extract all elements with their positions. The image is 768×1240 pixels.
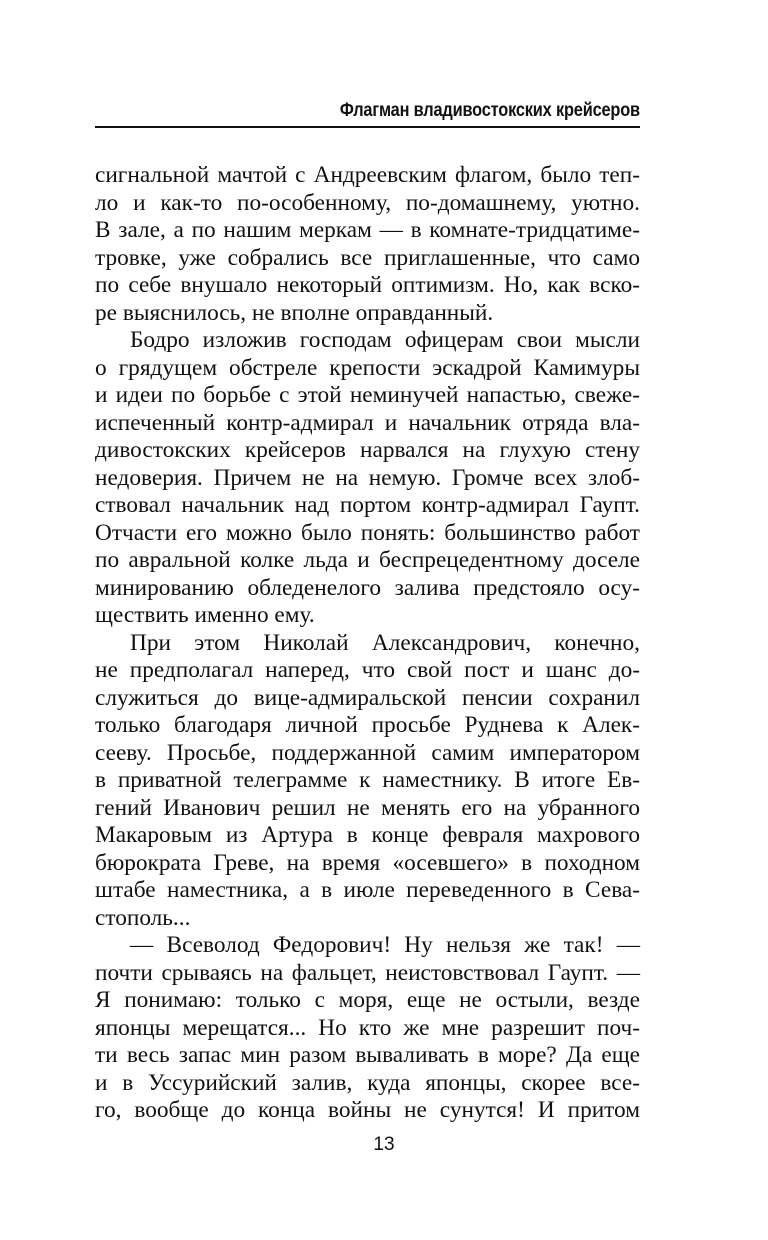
paragraph (95, 630, 640, 933)
text-line: ре выяснилось, не вполне оправданный. (95, 299, 494, 326)
text-line: стополь... (95, 904, 191, 931)
text-line: только благодаря личной просьбе Руднева к Алек- (95, 712, 640, 738)
text-line: ствовал начальник над портом контр-адмирал Гаупт. (95, 492, 640, 518)
text-line: ло и как-то по-особенному, по-домашнему, уютно. (95, 189, 640, 216)
text-line: сееву. Просьбе, поддержанной самим императором (95, 739, 640, 766)
running-head (95, 98, 640, 128)
text-line: почти срываясь на фальцет, неистовствовал Гаупт. — (95, 959, 640, 986)
text-line: Отчасти его можно было понять: большинство работ (95, 519, 640, 546)
text-line: в приватной телеграмме к наместнику. В итоге Ев- (95, 767, 640, 793)
text-line: сигнальной мачтой с Андреевским флагом, было теп- (95, 162, 640, 188)
paragraph (95, 162, 640, 327)
text-line: служиться до вице-адмиральской пенсии сохранил (95, 684, 640, 711)
page-number: 13 (373, 1134, 395, 1155)
text-line: штабе наместника, а в июле переведенного в Сева- (95, 877, 640, 903)
text-line: и в Уссурийский залив, куда японцы, скорее все- (95, 1069, 640, 1096)
body-text (95, 162, 640, 1125)
text-line: го, вообще до конца войны не сунутся! И притом (95, 1097, 640, 1123)
text-line: гений Иванович решил не менять его на убранного (95, 794, 640, 821)
text-line: и идеи по борьбе с этой неминучей напастью, свеже- (95, 382, 640, 408)
text-line: японцы мерещатся... Но кто же мне разрешит поч- (95, 1014, 640, 1041)
text-line: не предполагал наперед, что свой пост и шанс до- (95, 657, 640, 683)
paragraph (95, 932, 640, 1125)
text-line: недоверия. Причем не на немую. Громче всех злоб- (95, 464, 640, 491)
text-line: минированию обледенелого залива предстояло осу- (95, 574, 640, 601)
text-line: Макаровым из Артура в конце февраля махрового (95, 822, 640, 848)
text-line: ществить именно ему. (95, 602, 315, 628)
text-line: испеченный контр-адмирал и начальник отряда вла- (95, 409, 640, 436)
text-line: дивостокских крейсеров нарвался на глухую стену (95, 437, 640, 463)
text-line: — Всеволод Федорович! Ну нельзя же так! — (130, 932, 640, 958)
text-line: бюрократа Греве, на время «осевшего» в походном (95, 849, 640, 876)
paragraph (95, 327, 640, 630)
running-title: Флагман владивостокских крейсеров (339, 100, 640, 121)
text-line: В зале, а по нашим меркам — в комнате-тридцатиме- (95, 217, 640, 243)
text-line: Бодро изложив господам офицерам свои мысли (130, 327, 640, 353)
text-line: ти весь запас мин разом вываливать в море? Да еще (95, 1042, 640, 1068)
text-line: о грядущем обстреле крепости эскадрой Камимуры (95, 354, 640, 381)
text-line: При этом Николай Александрович, конечно, (130, 629, 640, 656)
text-line: Я понимаю: только с моря, еще не остыли, везде (95, 987, 640, 1013)
text-line: по себе внушало некоторый оптимизм. Но, как вско- (95, 272, 640, 298)
text-line: по авральной колке льда и беспрецедентному доселе (95, 547, 640, 573)
text-line: тровке, уже собрались все приглашенные, что само (95, 244, 640, 271)
